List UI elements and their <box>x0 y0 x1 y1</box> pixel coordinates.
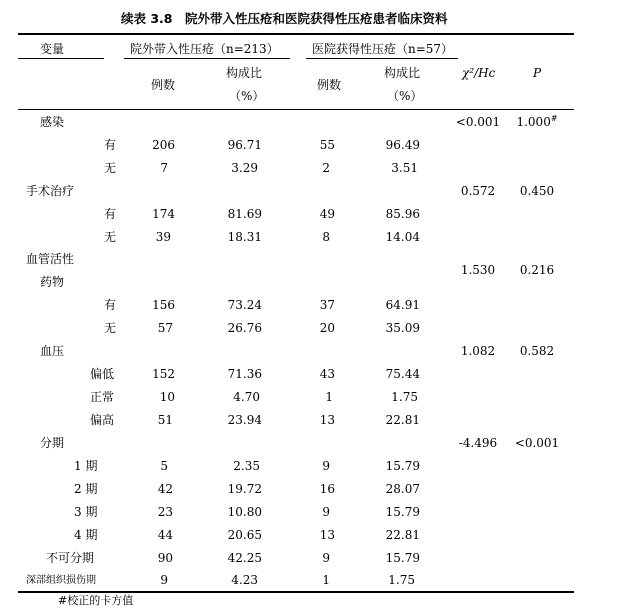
header-p: P <box>533 66 542 80</box>
row-chi: 1.530 <box>460 263 496 277</box>
cell-pct2: 1.75 <box>388 573 415 587</box>
cell-pct1: 23.94 <box>227 413 262 427</box>
header-variable: 变量 <box>40 42 65 56</box>
cell-pct1: 42.25 <box>227 551 262 565</box>
row-p: 0.582 <box>519 344 555 358</box>
cell-n1: 39 <box>155 230 171 244</box>
row-label-cont: 药物 <box>40 275 65 289</box>
cell-pct2: 15.79 <box>385 505 420 519</box>
cell-n2: 16 <box>319 482 335 496</box>
row-chi: 1.082 <box>460 344 496 358</box>
cell-pct1: 19.72 <box>227 482 262 496</box>
group2-underline <box>306 58 458 59</box>
header-count-2: 例数 <box>317 78 342 92</box>
header-group2: 医院获得性压疮（n=57） <box>312 42 454 56</box>
row-label: 无 <box>104 230 117 244</box>
cell-pct2: 3.51 <box>391 161 418 175</box>
row-label: 无 <box>104 321 117 335</box>
header-ratio-top-2: 构成比 <box>384 66 421 80</box>
cell-n2: 9 <box>322 551 330 565</box>
row-label: 血管活性 <box>26 252 75 266</box>
cell-n1: 10 <box>159 390 175 404</box>
footnote: #校正的卡方值 <box>58 594 134 607</box>
cell-n2: 55 <box>319 138 335 152</box>
header-chi: χ²/Hc <box>462 66 496 80</box>
cell-pct1: 4.23 <box>231 573 258 587</box>
cell-pct2: 96.49 <box>385 138 420 152</box>
cell-pct2: 15.79 <box>385 459 420 473</box>
row-label: 1 期 <box>74 459 98 473</box>
row-p: 0.216 <box>519 263 555 277</box>
row-label: 无 <box>104 161 117 175</box>
cell-pct2: 15.79 <box>385 551 420 565</box>
row-label: 偏低 <box>90 367 115 381</box>
cell-pct2: 64.91 <box>385 298 420 312</box>
cell-n2: 49 <box>319 207 335 221</box>
row-label: 有 <box>104 138 117 152</box>
cell-pct1: 4.70 <box>233 390 260 404</box>
row-label: 2 期 <box>74 482 98 496</box>
cell-n2: 20 <box>319 321 335 335</box>
cell-n1: 7 <box>160 161 168 175</box>
cell-n2: 9 <box>322 459 330 473</box>
variable-underline <box>18 58 104 59</box>
cell-n2: 2 <box>322 161 330 175</box>
cell-n1: 44 <box>157 528 173 542</box>
cell-n1: 23 <box>157 505 173 519</box>
row-chi: 0.572 <box>460 184 496 198</box>
cell-n1: 156 <box>152 298 175 312</box>
cell-pct2: 14.04 <box>385 230 420 244</box>
cell-n1: 90 <box>157 551 173 565</box>
cell-n2: 9 <box>322 505 330 519</box>
cell-pct2: 22.81 <box>385 413 420 427</box>
row-label: 感染 <box>40 115 65 129</box>
table-title: 续表 3.8 院外带入性压疮和医院获得性压疮患者临床资料 <box>121 11 448 26</box>
row-label: 正常 <box>90 390 115 404</box>
cell-n1: 206 <box>152 138 175 152</box>
header-ratio-bottom-1: （%） <box>229 89 265 103</box>
header-ratio-top-1: 构成比 <box>226 66 263 80</box>
row-label: 不可分期 <box>46 551 95 565</box>
header-count-1: 例数 <box>151 78 176 92</box>
header-rule <box>18 109 574 110</box>
group1-underline <box>124 58 290 59</box>
cell-n1: 5 <box>160 459 168 473</box>
row-label: 分期 <box>40 436 65 450</box>
cell-pct1: 81.69 <box>227 207 262 221</box>
row-p: 0.450 <box>519 184 555 198</box>
cell-n1: 51 <box>157 413 173 427</box>
cell-pct2: 22.81 <box>385 528 420 542</box>
top-rule <box>18 33 574 35</box>
row-label: 偏高 <box>90 413 115 427</box>
row-p: 1.000# <box>516 114 558 129</box>
cell-pct2: 1.75 <box>391 390 418 404</box>
row-label: 深部组织损伤期 <box>26 575 96 586</box>
cell-pct2: 85.96 <box>385 207 420 221</box>
cell-n1: 174 <box>152 207 175 221</box>
header-ratio-bottom-2: （%） <box>387 89 423 103</box>
bottom-rule <box>18 591 574 593</box>
row-label: 有 <box>104 207 117 221</box>
row-chi: <0.001 <box>455 115 501 129</box>
cell-n1: 152 <box>152 367 175 381</box>
cell-pct1: 73.24 <box>227 298 262 312</box>
cell-pct2: 75.44 <box>385 367 420 381</box>
row-label: 3 期 <box>74 505 98 519</box>
cell-pct1: 2.35 <box>233 459 260 473</box>
cell-n2: 13 <box>319 528 335 542</box>
cell-pct2: 35.09 <box>385 321 420 335</box>
cell-n2: 13 <box>319 413 335 427</box>
row-chi: -4.496 <box>458 436 498 450</box>
cell-n2: 1 <box>325 390 333 404</box>
header-group1: 院外带入性压疮（n=213） <box>130 42 279 56</box>
cell-n1: 57 <box>157 321 173 335</box>
row-label: 有 <box>104 298 117 312</box>
cell-pct2: 28.07 <box>385 482 420 496</box>
cell-pct1: 96.71 <box>227 138 262 152</box>
cell-n2: 37 <box>319 298 335 312</box>
cell-n2: 43 <box>319 367 335 381</box>
row-label: 手术治疗 <box>26 184 75 198</box>
cell-pct1: 26.76 <box>227 321 262 335</box>
cell-n1: 42 <box>157 482 173 496</box>
row-label: 4 期 <box>74 528 98 542</box>
cell-pct1: 10.80 <box>227 505 262 519</box>
cell-n1: 9 <box>160 573 168 587</box>
cell-pct1: 71.36 <box>227 367 262 381</box>
cell-n2: 1 <box>322 573 330 587</box>
cell-pct1: 3.29 <box>231 161 258 175</box>
cell-n2: 8 <box>322 230 330 244</box>
cell-pct1: 20.65 <box>227 528 262 542</box>
row-label: 血压 <box>40 344 65 358</box>
row-p: <0.001 <box>514 436 560 450</box>
cell-pct1: 18.31 <box>227 230 262 244</box>
